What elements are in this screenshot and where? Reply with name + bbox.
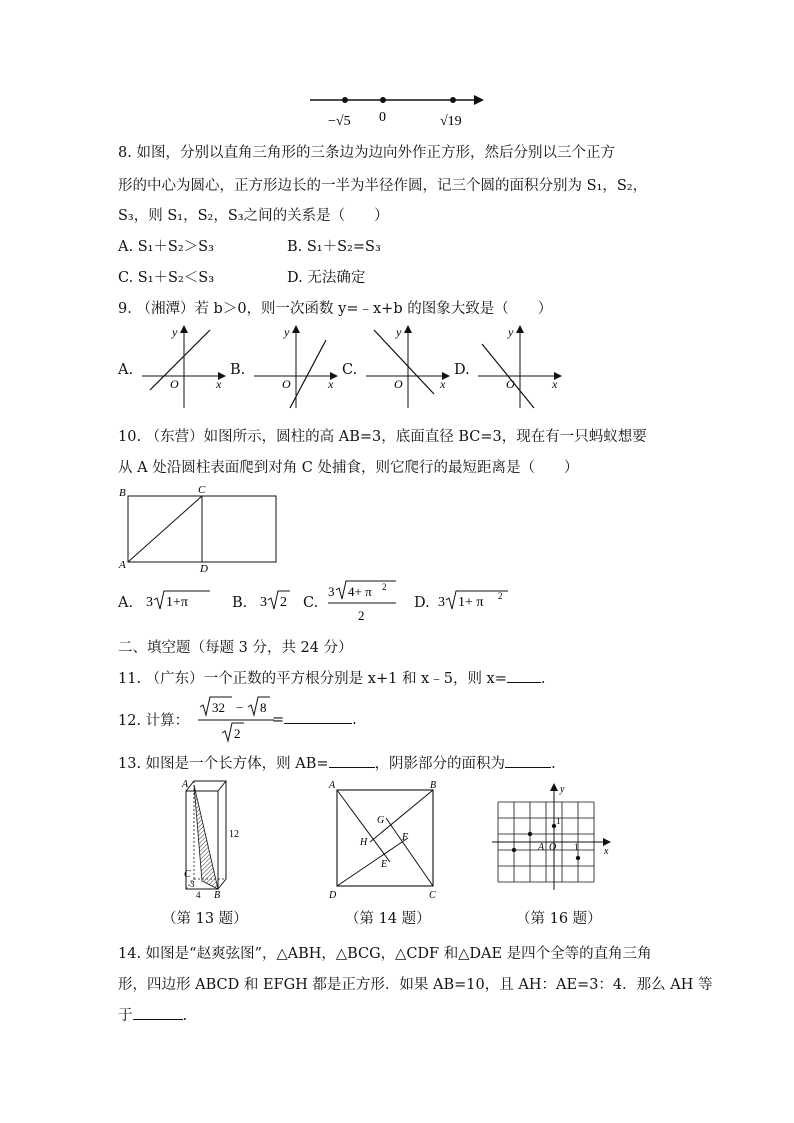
svg-text:12: 12 xyxy=(229,829,239,840)
svg-text:O: O xyxy=(282,377,291,391)
q12-answer: = . xyxy=(272,709,357,728)
svg-text:C: C xyxy=(429,890,436,900)
fig13-cuboid xyxy=(172,777,242,899)
q12-question: 12. 计算： xyxy=(118,713,190,729)
svg-text:A: A xyxy=(538,842,545,853)
q8-option-b: B. S₁＋S₂=S₃ xyxy=(287,239,381,255)
svg-text:y: y xyxy=(172,325,178,339)
svg-text:2: 2 xyxy=(498,591,503,601)
svg-text:3: 3 xyxy=(328,584,335,599)
svg-text:O: O xyxy=(506,377,515,391)
q13-ab-blank[interactable] xyxy=(329,753,375,768)
svg-text:3: 3 xyxy=(438,595,445,610)
svg-text:x: x xyxy=(552,377,558,391)
q9-graph-b xyxy=(250,322,340,410)
fig16-caption: （第 16 题） xyxy=(516,911,602,927)
q11-answer-blank[interactable] xyxy=(507,668,541,683)
q14-line-1: 14. 如图是“赵爽弦图”，△ABH，△BCG，△CDF 和△DAE 是四个全等的直角三角 xyxy=(118,946,652,962)
fig14-zhao-shuang xyxy=(325,778,443,900)
svg-text:A: A xyxy=(329,780,336,791)
q10-option-c-label: C. xyxy=(303,595,319,611)
q9-graph-a xyxy=(138,322,228,410)
svg-text:y: y xyxy=(284,325,290,339)
svg-text:C: C xyxy=(198,484,206,496)
fig16-grid xyxy=(490,782,614,898)
q9-option-c-label: C. xyxy=(342,362,358,378)
svg-text:B: B xyxy=(119,487,126,499)
q8-option-d: D. 无法确定 xyxy=(287,270,366,286)
svg-text:3: 3 xyxy=(190,879,195,889)
svg-text:1: 1 xyxy=(556,816,561,826)
q14-answer-blank[interactable] xyxy=(133,1005,183,1020)
q14-line-3: 于 . xyxy=(118,1004,187,1025)
svg-text:1+π: 1+π xyxy=(166,595,188,610)
q10-line-2: 从 A 处沿圆柱表面爬到对角 C 处捕食，则它爬行的最短距离是（ ） xyxy=(118,460,579,476)
svg-text:y: y xyxy=(560,784,565,795)
svg-text:x: x xyxy=(440,377,446,391)
q8-line-3: S₃，则 S₁，S₂，S₃之间的关系是（ ） xyxy=(118,208,389,224)
svg-text:−: − xyxy=(236,700,244,715)
svg-text:3: 3 xyxy=(146,595,153,610)
label-neg-sqrt5: −√5 xyxy=(328,114,351,129)
q10-option-b-label: B. xyxy=(232,595,248,611)
section-2-heading: 二、填空题（每题 3 分，共 24 分） xyxy=(118,640,353,656)
q10-option-b-math xyxy=(258,586,294,614)
svg-text:O: O xyxy=(170,377,179,391)
q13-question: 13. 如图是一个长方体，则 AB= ，阴影部分的面积为 . xyxy=(118,752,556,773)
q10-option-d-label: D. xyxy=(414,595,430,611)
svg-text:D: D xyxy=(200,563,208,574)
q9-question: 9. （湘潭）若 b＞0，则一次函数 y=﹣x+b 的图象大致是（ ） xyxy=(118,301,553,317)
q9-graph-c xyxy=(362,322,452,410)
svg-text:3: 3 xyxy=(260,595,267,610)
q9-graph-d xyxy=(474,322,564,410)
q8-line-2: 形的中心为圆心，正方形边长的一半为半径作圆，记三个圆的面积分别为 S₁，S₂， xyxy=(118,178,648,194)
svg-text:32: 32 xyxy=(212,700,225,715)
svg-text:x: x xyxy=(604,846,609,857)
fig13-caption: （第 13 题） xyxy=(162,911,248,927)
label-zero: 0 xyxy=(379,110,386,125)
svg-text:E: E xyxy=(381,859,388,870)
q12-expression xyxy=(196,693,280,745)
q11-question: 11. （广东）一个正数的平方根分别是 x+1 和 x﹣5，则 x= . xyxy=(118,667,546,688)
svg-text:F: F xyxy=(402,832,409,843)
q14-line-2: 形，四边形 ABCD 和 EFGH 都是正方形．如果 AB=10，且 AH：AE=3：4．那么 AH 等 xyxy=(118,977,713,993)
q8-option-c: C. S₁＋S₂＜S₃ xyxy=(118,270,215,286)
svg-text:O: O xyxy=(394,377,403,391)
q9-option-b-label: B. xyxy=(230,362,246,378)
svg-text:B: B xyxy=(214,890,221,899)
q10-option-c-math xyxy=(326,578,400,624)
q10-option-d-math xyxy=(436,584,510,614)
point-neg-sqrt5 xyxy=(342,97,348,103)
q10-option-a-label: A. xyxy=(118,595,134,611)
q13-area-blank[interactable] xyxy=(505,753,551,768)
svg-text:x: x xyxy=(328,377,334,391)
svg-text:4+ π: 4+ π xyxy=(348,584,372,599)
svg-text:8: 8 xyxy=(260,700,267,715)
svg-text:4: 4 xyxy=(196,890,201,899)
q8-line-1: 8. 如图，分别以直角三角形的三条边为边向外作正方形，然后分别以三个正方 xyxy=(118,145,615,161)
svg-text:O: O xyxy=(549,842,557,853)
svg-text:G: G xyxy=(377,815,385,826)
svg-text:D: D xyxy=(329,890,337,900)
svg-text:C: C xyxy=(184,869,191,880)
svg-text:2: 2 xyxy=(280,595,287,610)
svg-text:1+ π: 1+ π xyxy=(458,595,484,610)
svg-text:H: H xyxy=(360,837,368,848)
q9-option-a-label: A. xyxy=(118,362,134,378)
svg-text:y: y xyxy=(508,325,514,339)
q12-answer-blank[interactable] xyxy=(284,709,352,724)
q10-line-1: 10. （东营）如图所示，圆柱的高 AB=3，底面直径 BC=3，现在有一只蚂蚁想要 xyxy=(118,429,647,445)
q10-figure xyxy=(116,484,282,574)
point-sqrt19 xyxy=(450,97,456,103)
fig14-caption: （第 14 题） xyxy=(345,911,431,927)
q9-option-d-label: D. xyxy=(454,362,470,378)
svg-text:2: 2 xyxy=(382,582,387,592)
svg-text:2: 2 xyxy=(234,726,241,741)
svg-text:A: A xyxy=(119,559,126,571)
svg-text:x: x xyxy=(216,377,222,391)
svg-text:y: y xyxy=(396,325,402,339)
svg-text:2: 2 xyxy=(358,608,365,623)
q10-option-a-math xyxy=(144,586,214,614)
point-zero xyxy=(380,97,386,103)
number-line-figure xyxy=(300,88,500,132)
svg-text:A: A xyxy=(182,779,189,790)
svg-text:1: 1 xyxy=(574,842,579,852)
label-sqrt19: √19 xyxy=(440,114,462,129)
q8-option-a: A. S₁＋S₂＞S₃ xyxy=(118,239,214,255)
svg-text:B: B xyxy=(430,780,437,791)
